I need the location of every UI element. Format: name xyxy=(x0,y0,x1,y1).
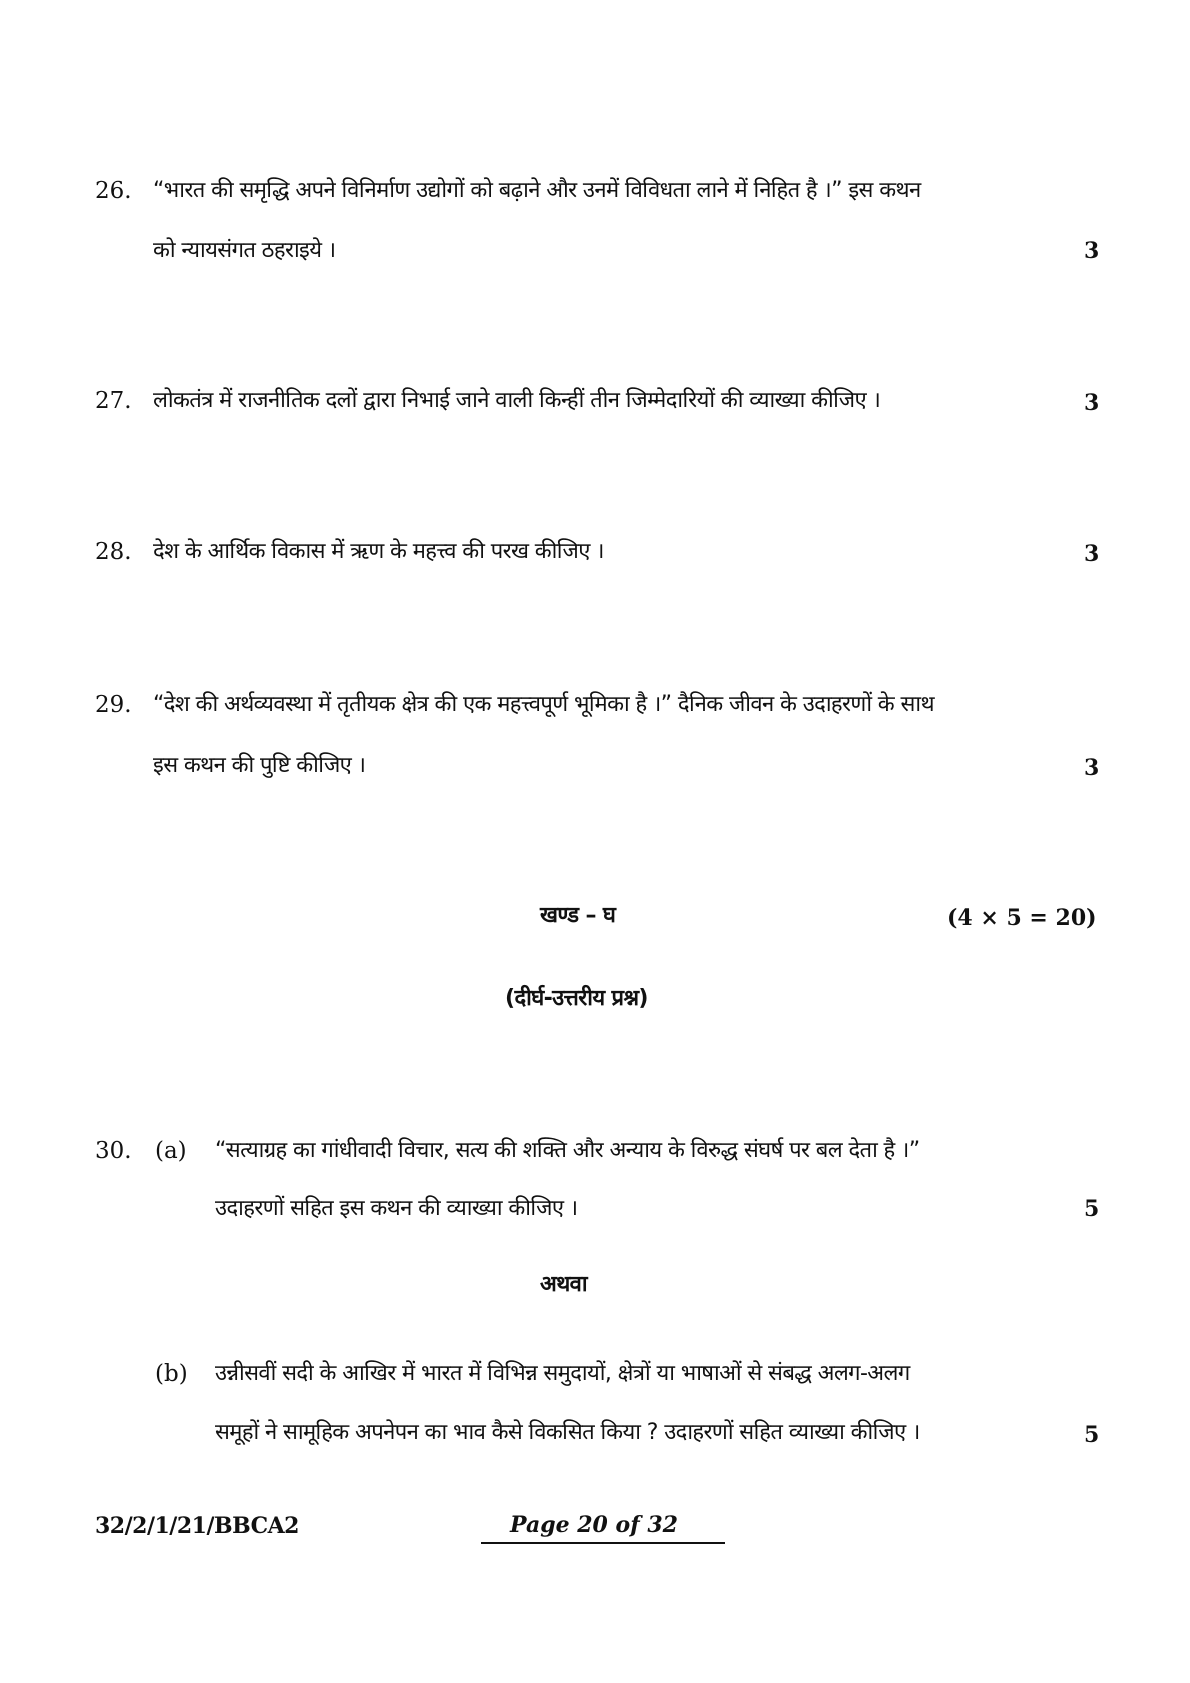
or-label: अथवा xyxy=(540,1272,587,1297)
section-subtitle: (दीर्घ-उत्तरीय प्रश्न) xyxy=(505,986,648,1011)
question-text-line: को न्यायसंगत ठहराइये । xyxy=(153,238,336,263)
marks-label: 3 xyxy=(1084,755,1100,781)
question-text-line: “भारत की समृद्धि अपने विनिर्माण उद्योगों को बढ़ाने और उनमें विविधता लाने में निहित है ।” इस कथन xyxy=(153,178,921,203)
marks-label: 3 xyxy=(1084,541,1100,567)
question-text-line: “सत्याग्रह का गांधीवादी विचार, सत्य की शक्ति और अन्याय के विरुद्ध संघर्ष पर बल देता है ।” xyxy=(215,1138,920,1163)
paper-code: 32/2/1/21/BBCA2 xyxy=(95,1513,299,1539)
question-text-line: उदाहरणों सहित इस कथन की व्याख्या कीजिए । xyxy=(215,1196,578,1221)
section-title: खण्ड – घ xyxy=(540,903,616,928)
marks-label: 3 xyxy=(1084,390,1100,416)
question-text-line: उन्नीसवीं सदी के आखिर में भारत में विभिन्न समुदायों, क्षेत्रों या भाषाओं से संबद्ध अलग-अलग xyxy=(215,1361,910,1386)
marks-label: 3 xyxy=(1084,238,1100,264)
marks-label: 5 xyxy=(1084,1196,1100,1222)
question-text-line: समूहों ने सामूहिक अपनेपन का भाव कैसे विकसित किया ? उदाहरणों सहित व्याख्या कीजिए । xyxy=(215,1420,920,1445)
question-number: 28. xyxy=(95,539,132,565)
question-number: 27. xyxy=(95,388,132,414)
marks-label: 5 xyxy=(1084,1422,1100,1448)
question-number: 26. xyxy=(95,178,132,204)
question-text-line: लोकतंत्र में राजनीतिक दलों द्वारा निभाई जाने वाली किन्हीं तीन जिम्मेदारियों की व्याख्या कीजिए । xyxy=(153,388,881,413)
question-text-line: इस कथन की पुष्टि कीजिए । xyxy=(153,753,366,778)
section-marks-scheme: (4 × 5 = 20) xyxy=(947,905,1097,931)
question-number: 29. xyxy=(95,692,132,718)
page-number-underline xyxy=(481,1542,725,1544)
question-text-line: “देश की अर्थव्यवस्था में तृतीयक क्षेत्र की एक महत्त्वपूर्ण भूमिका है ।” दैनिक जीवन के उदाहरणों के साथ xyxy=(153,692,934,717)
part-label: (b) xyxy=(155,1361,188,1387)
question-text-line: देश के आर्थिक विकास में ऋण के महत्त्व की परख कीजिए । xyxy=(153,539,604,564)
question-number: 30. xyxy=(95,1138,132,1164)
part-label: (a) xyxy=(155,1138,187,1164)
page-number: Page 20 of 32 xyxy=(510,1512,678,1538)
